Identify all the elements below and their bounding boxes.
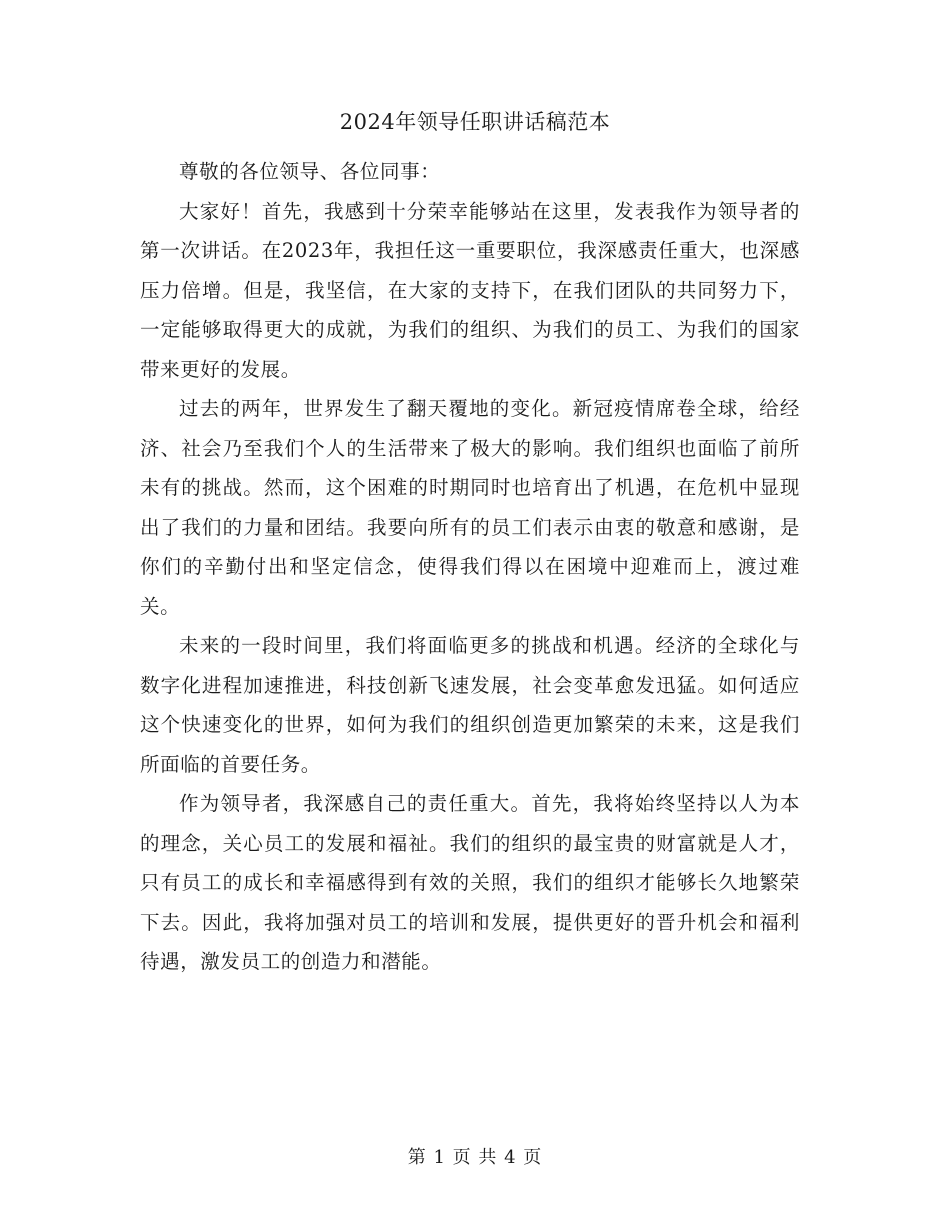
salutation-paragraph: 尊敬的各位领导、各位同事： <box>179 160 441 183</box>
document-title: 2024年领导任职讲话稿范本 <box>339 110 611 134</box>
body-paragraph: 大家好！首先，我感到十分荣幸能够站在这里，发表我作为领导者的第一次讲话。在2023年，我担任这一重要职位，我深感责任重大，也深感压力倍增。但是，我坚信，在大家的支持下，在我们团队的共同努力下，一定能够取得更大的成就，为我们的组织、为我们的员工、为我们的国家带来更好的发展。 <box>140 199 800 381</box>
body-paragraph: 作为领导者，我深感自己的责任重大。首先，我将始终坚持以人为本的理念，关心员工的发展和福祉。我们的组织的最宝贵的财富就是人才，只有员工的成长和幸福感得到有效的关照，我们的组织才能够长久地繁荣下去。因此，我将加强对员工的培训和发展，提供更好的晋升机会和福利待遇，激发员工的创造力和潜能。 <box>140 792 800 973</box>
body-paragraph: 未来的一段时间里，我们将面临更多的挑战和机遇。经济的全球化与数字化进程加速推进，科技创新飞速发展，社会变革愈发迅猛。如何适应这个快速变化的世界，如何为我们的组织创造更加繁荣的未来，这是我们所面临的首要任务。 <box>140 634 800 776</box>
document-body <box>140 152 800 982</box>
body-paragraph: 过去的两年，世界发生了翻天覆地的变化。新冠疫情席卷全球，给经济、社会乃至我们个人的生活带来了极大的影响。我们组织也面临了前所未有的挑战。然而，这个困难的时期同时也培育出了机遇，在危机中显现出了我们的力量和团结。我要向所有的员工们表示由衷的敬意和感谢，是你们的辛勤付出和坚定信念，使得我们得以在困境中迎难而上，渡过难关。 <box>140 397 800 618</box>
page-number-footer: 第 1 页 共 4 页 <box>407 1147 543 1168</box>
